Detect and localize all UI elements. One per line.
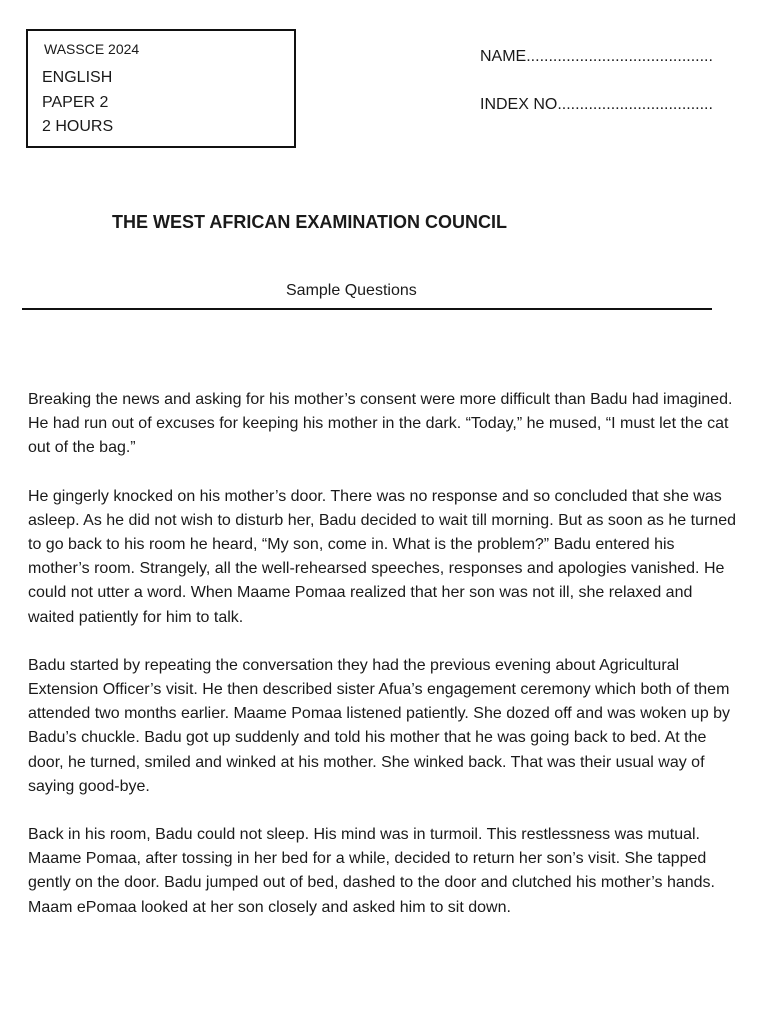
passage-paragraph: Breaking the news and asking for his mother’s consent were more difficult than Badu had imagined. He had run out of excuses for keeping his mother in the dark. “Today,” he mused, “I must let the cat out of the bag.” [28,391,733,457]
exam-paper: PAPER 2 [42,94,109,111]
document-subtitle: Sample Questions [286,282,417,299]
exam-duration: 2 HOURS [42,118,114,135]
exam-info-box [26,29,296,148]
exam-subject: ENGLISH [42,69,113,86]
header-divider [22,308,712,310]
passage-paragraph: He gingerly knocked on his mother’s door. There was no response and so concluded that she was asleep. As he did not wish to disturb her, Badu decided to wait till morning. But as soon as he turned to go back to his room he heard, “My son, come in. What is the problem?” Badu entered his mother’s room. Strangely, all the well-rehearsed speeches, responses and apologies vanished. He could not utter a word. When Maame Pomaa realized that her son was not ill, she relaxed and waited patiently for him to talk. [28,487,736,626]
passage-paragraph: Badu started by repeating the conversation they had the previous evening about Agricultural Extension Officer’s visit. He then described sister Afua’s engagement ceremony which both of them attended two months earlier. Maame Pomaa listened patiently. She dozed off and was woken up by Badu’s chuckle. Badu got up suddenly and told his mother that he was going back to bed. At the door, he turned, smiled and winked at his mother. She winked back. That was their usual way of saying good-bye. [28,656,731,795]
reading-passage [28,388,736,944]
exam-year: WASSCE 2024 [44,41,140,57]
council-title: THE WEST AFRICAN EXAMINATION COUNCIL [112,212,507,232]
index-number-field: INDEX NO................................... [480,96,713,113]
name-field: NAME.......................................... [480,48,713,65]
passage-paragraph: Back in his room, Badu could not sleep. His mind was in turmoil. This restlessness was mutual. Maame Pomaa, after tossing in her bed for a while, decided to return her son’s visit. She tapped gently on the door. Badu jumped out of bed, dashed to the door and clutched his mother’s hands. Maam ePomaa looked at her son closely and asked him to sit down. [28,826,715,916]
